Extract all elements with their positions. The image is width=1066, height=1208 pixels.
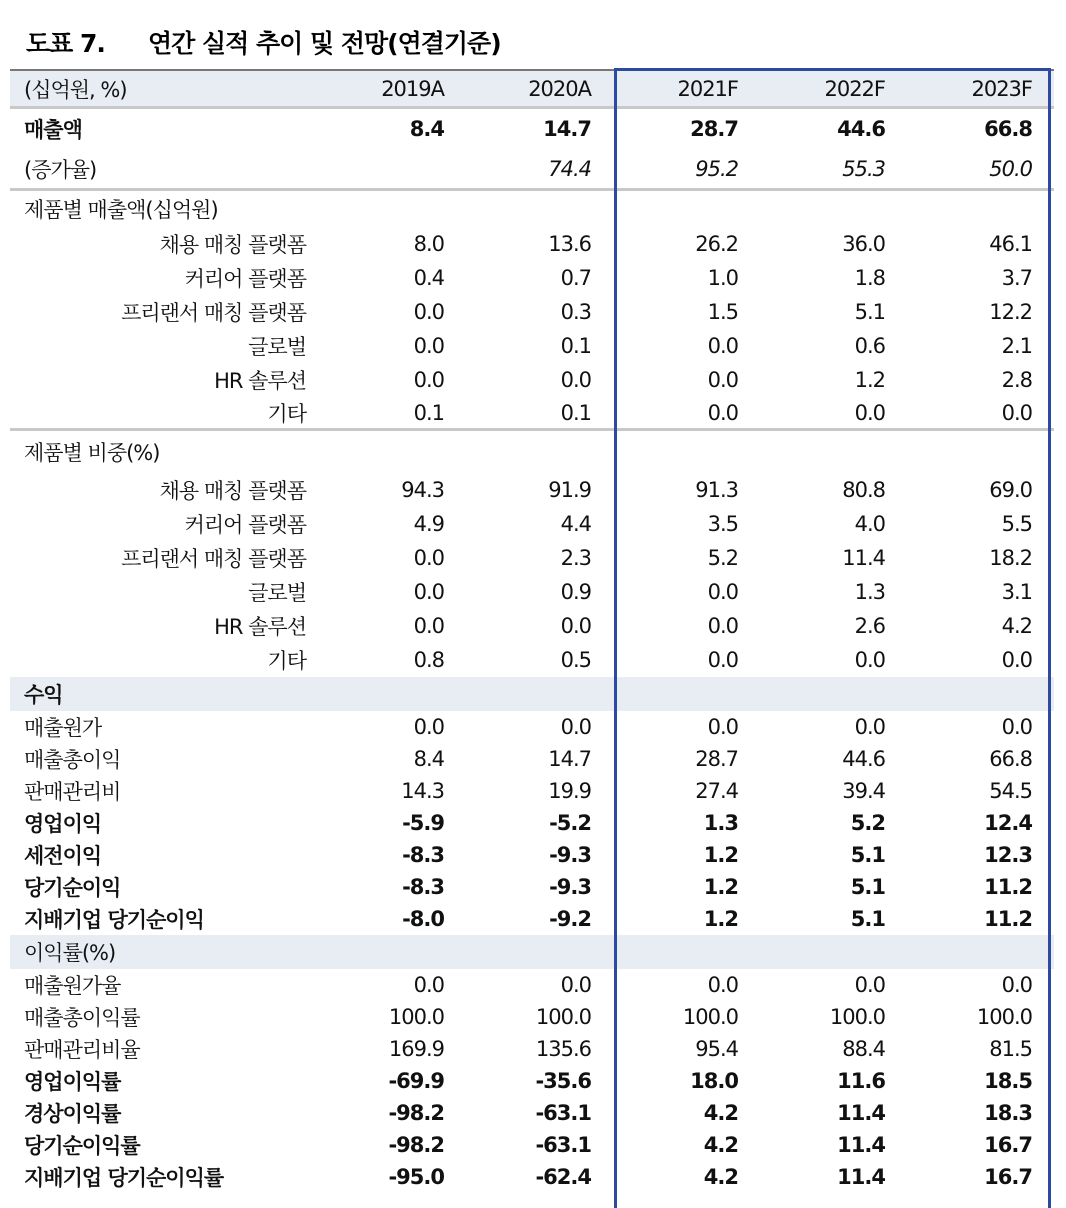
value-cell: -62.4 [535,1165,591,1189]
row-label: 영업이익률 [24,1070,121,1094]
value-cell: -69.9 [388,1069,444,1093]
value-cell: 0.0 [560,973,591,997]
value-cell: 1.0 [707,266,738,290]
value-cell: 0.0 [854,973,885,997]
value-cell: 5.1 [854,300,885,324]
value-cell: 4.0 [854,512,885,536]
row-label: 판매관리비율 [24,1038,140,1062]
value-cell: 5.1 [850,843,885,867]
value-cell: 0.0 [707,580,738,604]
value-cell: 28.7 [695,747,738,771]
value-cell: 100.0 [535,1005,591,1029]
table-row [10,397,1054,431]
value-cell: 12.2 [989,300,1032,324]
table-row [10,191,1054,227]
value-cell: 1.2 [854,368,885,392]
value-cell: 0.0 [413,614,444,638]
value-cell: 0.0 [560,368,591,392]
table-row [10,1033,1054,1065]
table-row [10,261,1054,295]
figure-title-text: 연간 실적 추이 및 전망(연결기준) [148,29,501,58]
value-cell: 66.8 [984,117,1032,141]
figure-number: 도표 7. [26,29,105,58]
value-cell: 27.4 [695,779,738,803]
value-cell: 3.5 [707,512,738,536]
value-cell: 11.4 [842,546,885,570]
value-cell: 80.8 [842,478,885,502]
value-cell: 0.0 [707,648,738,672]
figure-title [26,22,501,62]
value-cell: 0.0 [413,334,444,358]
value-cell: 16.7 [984,1133,1032,1157]
value-cell: 50.0 [989,156,1032,181]
table-row [10,839,1054,871]
value-cell: 2.3 [560,546,591,570]
row-label: 매출총이익 [24,748,121,772]
table-row [10,711,1054,743]
value-cell: -9.3 [549,843,591,867]
value-cell: 100.0 [388,1005,444,1029]
year-header: 2019A [381,76,444,101]
table-row [10,775,1054,807]
value-cell: -98.2 [388,1133,444,1157]
table-row [10,1097,1054,1129]
row-label: 판매관리비 [24,780,121,804]
table-row [10,1129,1054,1161]
table-row [10,363,1054,397]
table-row [10,149,1054,191]
table-row [10,743,1054,775]
row-label: 이익률(%) [24,941,116,965]
unit-label: (십억원, %) [24,77,127,102]
value-cell: 0.0 [707,973,738,997]
value-cell: 5.2 [707,546,738,570]
row-label: 커리어 플랫폼 [184,267,306,291]
row-label: HR 솔루션 [214,369,306,393]
value-cell: 5.5 [1001,512,1032,536]
value-cell: 0.0 [854,715,885,739]
table-row [10,643,1054,677]
row-label: 경상이익률 [24,1102,121,1126]
table-row [10,969,1054,1001]
year-header: 2022F [824,76,885,101]
value-cell: 0.3 [560,300,591,324]
value-cell: 0.0 [854,400,885,425]
value-cell: 91.9 [548,478,591,502]
value-cell: 11.2 [984,907,1032,931]
value-cell: 39.4 [842,779,885,803]
value-cell: 0.0 [413,546,444,570]
row-label: 채용 매칭 플랫폼 [159,479,306,503]
table-row [10,1065,1054,1097]
value-cell: 44.6 [837,117,885,141]
year-header: 2023F [971,76,1032,101]
table-row [10,431,1054,473]
value-cell: 0.0 [1001,400,1032,425]
value-cell: 18.0 [690,1069,738,1093]
value-cell: 1.5 [707,300,738,324]
value-cell: 14.7 [543,117,591,141]
value-cell: -63.1 [535,1133,591,1157]
value-cell: 5.1 [850,907,885,931]
row-label: 매출원가 [24,716,102,740]
table-row [10,575,1054,609]
table-header-row [10,71,1054,109]
value-cell: 95.4 [695,1037,738,1061]
value-cell: 0.1 [560,334,591,358]
value-cell: 0.0 [560,614,591,638]
row-label: 매출총이익률 [24,1006,140,1030]
row-label: 수익 [24,683,63,707]
value-cell: -8.0 [402,907,444,931]
year-header: 2020A [528,76,591,101]
value-cell: 0.0 [413,715,444,739]
value-cell: 44.6 [842,747,885,771]
table-row [10,677,1054,711]
value-cell: 2.8 [1001,368,1032,392]
table-row [10,473,1054,507]
value-cell: 8.4 [413,747,444,771]
value-cell: 28.7 [690,117,738,141]
value-cell: 4.9 [413,512,444,536]
value-cell: 0.1 [560,400,591,425]
value-cell: 11.4 [837,1101,885,1125]
value-cell: -8.3 [402,843,444,867]
row-label: 당기순이익률 [24,1134,140,1158]
value-cell: 74.4 [548,156,591,181]
value-cell: 1.8 [854,266,885,290]
value-cell: 4.2 [703,1165,738,1189]
row-label: 글로벌 [248,335,306,359]
row-label: 커리어 플랫폼 [184,513,306,537]
value-cell: 8.4 [409,117,444,141]
value-cell: 0.0 [707,368,738,392]
value-cell: 18.3 [984,1101,1032,1125]
value-cell: 4.2 [1001,614,1032,638]
table-row [10,507,1054,541]
value-cell: 16.7 [984,1165,1032,1189]
table-row [10,227,1054,261]
value-cell: 14.7 [548,747,591,771]
value-cell: 3.7 [1001,266,1032,290]
value-cell: 55.3 [842,156,885,181]
row-label: 글로벌 [248,581,306,605]
value-cell: 0.0 [413,973,444,997]
value-cell: 100.0 [829,1005,885,1029]
table-row [10,1001,1054,1033]
value-cell: -5.2 [549,811,591,835]
table-row [10,1161,1054,1193]
row-label: 기타 [267,401,306,426]
value-cell: -9.2 [549,907,591,931]
value-cell: 4.4 [560,512,591,536]
value-cell: 18.2 [989,546,1032,570]
value-cell: 4.2 [703,1133,738,1157]
value-cell: 0.1 [413,400,444,425]
value-cell: 0.0 [1001,973,1032,997]
value-cell: 0.0 [707,715,738,739]
value-cell: 81.5 [989,1037,1032,1061]
value-cell: 46.1 [989,232,1032,256]
value-cell: 0.0 [413,580,444,604]
value-cell: 169.9 [388,1037,444,1061]
row-label: 영업이익 [24,812,102,836]
value-cell: 13.6 [548,232,591,256]
value-cell: 19.9 [548,779,591,803]
value-cell: 135.6 [535,1037,591,1061]
table-row [10,609,1054,643]
value-cell: 11.4 [837,1133,885,1157]
value-cell: 0.0 [707,400,738,425]
value-cell: 69.0 [989,478,1032,502]
row-label: 프리랜서 매칭 플랫폼 [121,301,306,325]
value-cell: 100.0 [682,1005,738,1029]
value-cell: 0.0 [560,715,591,739]
value-cell: 18.5 [984,1069,1032,1093]
row-label: 지배기업 당기순이익 [24,908,204,932]
value-cell: -35.6 [535,1069,591,1093]
value-cell: 88.4 [842,1037,885,1061]
row-label: HR 솔루션 [214,615,306,639]
value-cell: -8.3 [402,875,444,899]
row-label: 매출액 [24,118,82,142]
value-cell: -95.0 [388,1165,444,1189]
value-cell: -63.1 [535,1101,591,1125]
value-cell: 3.1 [1001,580,1032,604]
value-cell: 0.9 [560,580,591,604]
table-row [10,871,1054,903]
value-cell: 0.0 [413,368,444,392]
value-cell: 2.1 [1001,334,1032,358]
value-cell: 95.2 [695,156,738,181]
value-cell: 1.3 [854,580,885,604]
value-cell: 0.8 [413,648,444,672]
table-row [10,109,1054,149]
value-cell: 12.4 [984,811,1032,835]
row-label: 당기순이익 [24,876,121,900]
year-header: 2021F [677,76,738,101]
value-cell: 11.6 [837,1069,885,1093]
value-cell: 1.2 [703,843,738,867]
value-cell: 0.0 [1001,715,1032,739]
table-row [10,903,1054,935]
value-cell: -98.2 [388,1101,444,1125]
value-cell: 2.6 [854,614,885,638]
table-row [10,807,1054,839]
table-row [10,935,1054,969]
table-row [10,295,1054,329]
value-cell: 14.3 [401,779,444,803]
value-cell: 4.2 [703,1101,738,1125]
value-cell: 5.1 [850,875,885,899]
value-cell: 11.4 [837,1165,885,1189]
row-label: 제품별 매출액(십억원) [24,198,218,222]
value-cell: 66.8 [989,747,1032,771]
value-cell: 0.7 [560,266,591,290]
value-cell: 1.2 [703,907,738,931]
value-cell: 8.0 [413,232,444,256]
table-row [10,541,1054,575]
row-label: 채용 매칭 플랫폼 [159,233,306,257]
value-cell: 11.2 [984,875,1032,899]
row-label: (증가율) [24,157,97,182]
value-cell: 0.0 [707,334,738,358]
row-label: 지배기업 당기순이익률 [24,1166,224,1190]
row-label: 기타 [267,649,306,673]
value-cell: 0.4 [413,266,444,290]
value-cell: 0.0 [1001,648,1032,672]
value-cell: 0.0 [707,614,738,638]
value-cell: 5.2 [850,811,885,835]
table-row [10,329,1054,363]
value-cell: 1.3 [703,811,738,835]
value-cell: 26.2 [695,232,738,256]
row-label: 제품별 비중(%) [24,441,160,465]
financial-table [10,69,1054,1193]
value-cell: -5.9 [402,811,444,835]
row-label: 프리랜서 매칭 플랫폼 [121,547,306,571]
value-cell: 36.0 [842,232,885,256]
value-cell: 100.0 [976,1005,1032,1029]
value-cell: 0.0 [854,648,885,672]
value-cell: -9.3 [549,875,591,899]
value-cell: 54.5 [989,779,1032,803]
value-cell: 94.3 [401,478,444,502]
value-cell: 0.0 [413,300,444,324]
value-cell: 91.3 [695,478,738,502]
row-label: 매출원가율 [24,974,121,998]
value-cell: 12.3 [984,843,1032,867]
value-cell: 1.2 [703,875,738,899]
row-label: 세전이익 [24,844,102,868]
value-cell: 0.6 [854,334,885,358]
value-cell: 0.5 [560,648,591,672]
